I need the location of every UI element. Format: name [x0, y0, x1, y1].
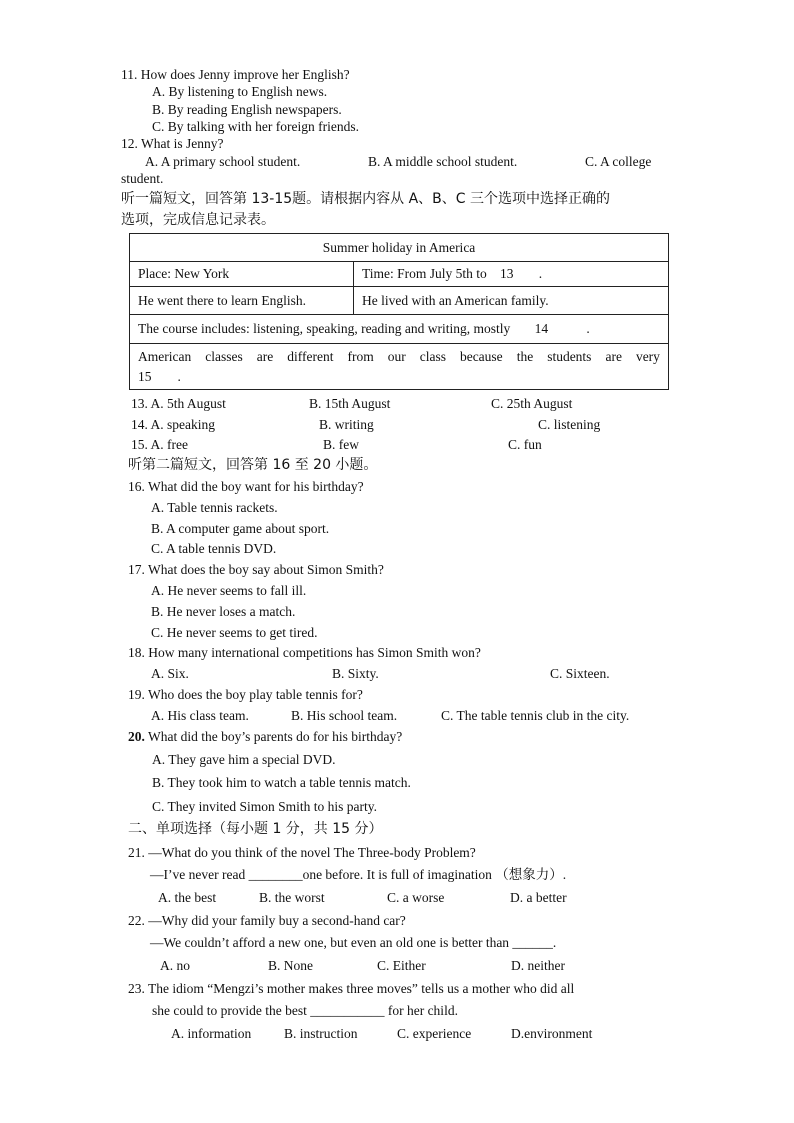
info-record-table	[129, 233, 669, 390]
q23-option-c: C. experience	[397, 1026, 472, 1041]
q15-option-b: B. few	[323, 437, 359, 452]
q19-option-c: C. The table tennis club in the city.	[441, 708, 630, 723]
section-c-heading: 二、单项选择（每小题 1 分，共 15 分）	[128, 821, 383, 837]
question-16: 16. What did the boy want for his birthday?	[128, 479, 364, 494]
q20-option-b: B. They took him to watch a table tennis match.	[152, 775, 411, 790]
word: our	[387, 348, 406, 364]
word: very	[635, 348, 660, 364]
word: class	[419, 348, 446, 364]
q11-option-a: A. By listening to English news.	[152, 84, 328, 99]
question-22-line2: —We couldn’t afford a new one, but even an old one is better than ______.	[150, 935, 557, 950]
table-title: Summer holiday in America	[130, 234, 669, 262]
question-18: 18. How many international competitions has Simon Smith won?	[128, 645, 481, 660]
q15-option-a: 15. A. free	[131, 437, 188, 452]
section-a-instruction-line1: 听一篇短文，回答第 13-15题。请根据内容从 A、B、C 三个选项中选择正确的	[121, 191, 610, 207]
q21-option-a: A. the best	[158, 890, 217, 905]
question-21-line1: 21. —What do you think of the novel The Three-body Problem?	[128, 845, 476, 860]
q19-option-b: B. His school team.	[291, 708, 398, 723]
q22-option-a: A. no	[160, 958, 190, 973]
q16-option-a: A. Table tennis rackets.	[151, 500, 278, 515]
q12-option-c-continued: student.	[121, 171, 164, 186]
q18-option-b: B. Sixty.	[332, 666, 379, 681]
table-course-cell	[130, 315, 669, 344]
q18-option-c: C. Sixteen.	[550, 666, 610, 681]
word: American	[138, 348, 192, 364]
course-period: .	[586, 321, 590, 337]
blank-13: 13	[500, 266, 514, 282]
blank-14: 14	[534, 321, 549, 337]
q16-option-b: B. A computer game about sport.	[151, 521, 330, 536]
word: are	[256, 348, 274, 364]
question-22-line1: 22. —Why did your family buy a second-hand car?	[128, 913, 406, 928]
question-21-line2: —I’ve never read ________one before. It is full of imagination （想象力）.	[150, 867, 567, 882]
q22-option-b: B. None	[268, 958, 313, 973]
q14-option-c: C. listening	[538, 417, 601, 432]
q12-option-c: C. A college	[585, 154, 652, 169]
table-place-cell: Place: New York	[130, 262, 354, 287]
table-time-cell	[354, 262, 669, 287]
question-12: 12. What is Jenny?	[121, 136, 224, 151]
q17-option-c: C. He never seems to get tired.	[151, 625, 318, 640]
q11-option-b: B. By reading English newspapers.	[152, 102, 342, 117]
time-period: .	[538, 266, 543, 282]
difference-line2	[138, 367, 660, 387]
q16-option-c: C. A table tennis DVD.	[151, 541, 277, 556]
q23-option-d: D.environment	[511, 1026, 593, 1041]
section-b-instruction: 听第二篇短文，回答第 16 至 20 小题。	[128, 457, 378, 473]
question-19: 19. Who does the boy play table tennis for?	[128, 687, 363, 702]
section-a-instruction-line2: 选项，完成信息记录表。	[121, 212, 275, 228]
q21-option-c: C. a worse	[387, 890, 445, 905]
question-23-line1: 23. The idiom “Mengzi’s mother makes three moves” tells us a mother who did all	[128, 981, 575, 996]
q20-option-c: C. They invited Simon Smith to his party.	[152, 799, 378, 814]
question-17: 17. What does the boy say about Simon Smith?	[128, 562, 384, 577]
q20-option-a: A. They gave him a special DVD.	[152, 752, 336, 767]
difference-line1	[138, 347, 660, 367]
q18-option-a: A. Six.	[151, 666, 189, 681]
word: are	[605, 348, 622, 364]
q13-option-a: 13. A. 5th August	[131, 396, 226, 411]
q14-option-a: 14. A. speaking	[131, 417, 215, 432]
word: from	[347, 348, 374, 364]
blank-15: 15	[138, 368, 152, 384]
table-lived-cell: He lived with an American family.	[354, 287, 669, 315]
q11-option-c: C. By talking with her foreign friends.	[152, 119, 359, 134]
word: students	[547, 348, 592, 364]
question-11: 11. How does Jenny improve her English?	[121, 67, 350, 82]
q15-option-c: C. fun	[508, 437, 542, 452]
course-text: The course includes: listening, speaking, reading and writing, mostly	[138, 321, 511, 337]
q12-option-b: B. A middle school student.	[368, 154, 518, 169]
word: classes	[205, 348, 243, 364]
q23-option-b: B. instruction	[284, 1026, 358, 1041]
q22-option-d: D. neither	[511, 958, 565, 973]
q22-option-c: C. Either	[377, 958, 426, 973]
word: because	[459, 348, 503, 364]
q13-option-c: C. 25th August	[491, 396, 573, 411]
q13-option-b: B. 15th August	[309, 396, 391, 411]
question-23-line2: she could to provide the best ___________ for her child.	[152, 1003, 458, 1018]
table-learn-cell: He went there to learn English.	[130, 287, 354, 315]
q12-option-a: A. A primary school student.	[145, 154, 301, 169]
question-20-number: 20.	[128, 729, 145, 744]
word: different	[287, 348, 334, 364]
q14-option-b: B. writing	[319, 417, 374, 432]
q17-option-b: B. He never loses a match.	[151, 604, 296, 619]
difference-period: .	[177, 368, 181, 384]
time-text: Time: From July 5th to	[362, 266, 487, 282]
table-difference-cell	[130, 344, 669, 390]
question-20	[128, 730, 402, 744]
question-20-text: What did the boy’s parents do for his birthday?	[144, 729, 403, 744]
q23-option-a: A. information	[171, 1026, 252, 1041]
q17-option-a: A. He never seems to fall ill.	[151, 583, 307, 598]
word: the	[516, 348, 534, 364]
q19-option-a: A. His class team.	[151, 708, 249, 723]
q21-option-d: D. a better	[510, 890, 567, 905]
q21-option-b: B. the worst	[259, 890, 325, 905]
